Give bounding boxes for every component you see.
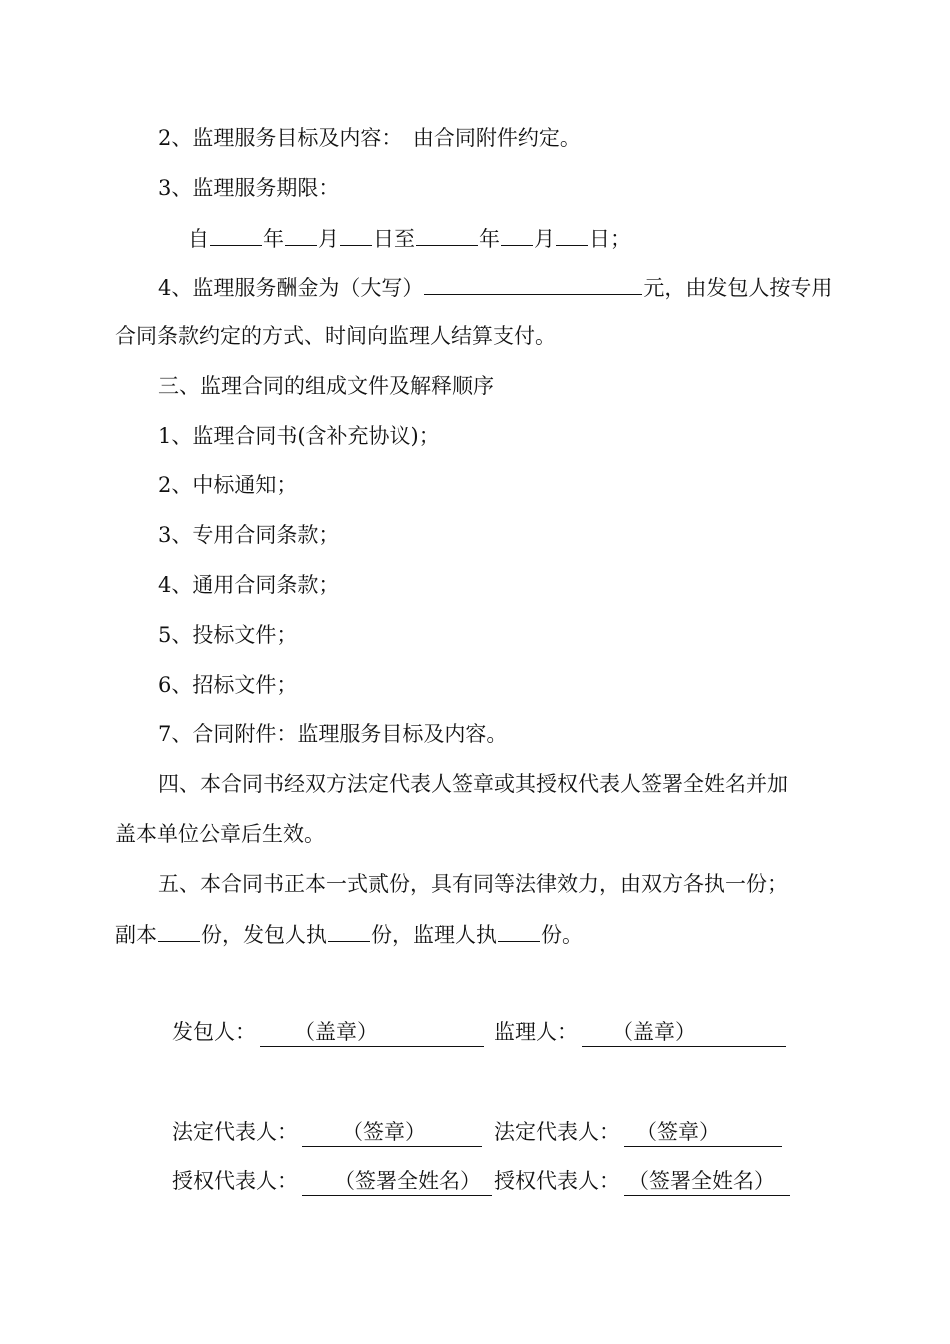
section-4-line2: 盖本单位公章后生效。 <box>115 822 325 846</box>
auth-rep2-sign-field: （签署全姓名） <box>624 1167 790 1196</box>
legal-rep2-seal-field: （签章） <box>624 1118 782 1147</box>
list-item: 6、招标文件； <box>158 673 298 697</box>
section-5-line2: 副本 份，发包人执 份，监理人执 份。 <box>115 919 583 949</box>
section-5-line1: 五、本合同书正本一式贰份，具有同等法律效力，由双方各执一份； <box>158 872 788 896</box>
list-item: 7、合同附件：监理服务目标及内容。 <box>158 722 508 746</box>
service-period-line: 自 年 月 日至 年 月 日； <box>188 223 631 253</box>
auth-rep2-signature: 授权代表人： （签署全姓名） <box>494 1167 790 1196</box>
blank-year-end <box>416 223 478 246</box>
list-item: 4、通用合同条款； <box>158 573 340 597</box>
section-3-heading: 三、监理合同的组成文件及解释顺序 <box>158 374 494 398</box>
blank-copies-total <box>158 919 200 942</box>
supervisor-signature: 监理人： （盖章） <box>494 1018 786 1047</box>
legal-rep-seal-field: （签章） <box>302 1118 482 1147</box>
blank-copies-employer <box>328 919 370 942</box>
blank-fee-amount <box>424 272 642 295</box>
legal-rep-signature: 法定代表人： （签章） <box>172 1118 482 1147</box>
clause-2: 2、监理服务目标及内容： 由合同附件约定。 <box>158 126 581 150</box>
list-item: 1、监理合同书(含补充协议)； <box>158 424 440 448</box>
list-item: 5、投标文件； <box>158 623 298 647</box>
clause-4: 4、监理服务酬金为（大写） 元，由发包人按专用 <box>158 272 832 302</box>
blank-day-end <box>556 223 588 246</box>
clause-4-continued: 合同条款约定的方式、时间向监理人结算支付。 <box>115 324 556 348</box>
employer-seal-field: （盖章） <box>260 1018 484 1047</box>
blank-day-start <box>340 223 372 246</box>
employer-signature: 发包人： （盖章） <box>172 1018 484 1047</box>
clause-3: 3、监理服务期限： <box>158 176 340 200</box>
blank-year-start <box>210 223 262 246</box>
auth-rep-signature: 授权代表人： （签署全姓名） <box>172 1167 492 1196</box>
list-item: 3、专用合同条款； <box>158 523 340 547</box>
blank-month-start <box>285 223 317 246</box>
supervisor-seal-field: （盖章） <box>582 1018 786 1047</box>
auth-rep-sign-field: （签署全姓名） <box>302 1167 492 1196</box>
blank-month-end <box>501 223 533 246</box>
blank-copies-supervisor <box>498 919 540 942</box>
list-item: 2、中标通知； <box>158 473 298 497</box>
legal-rep2-signature: 法定代表人： （签章） <box>494 1118 782 1147</box>
section-4-line1: 四、本合同书经双方法定代表人签章或其授权代表人签署全姓名并加 <box>158 772 788 796</box>
